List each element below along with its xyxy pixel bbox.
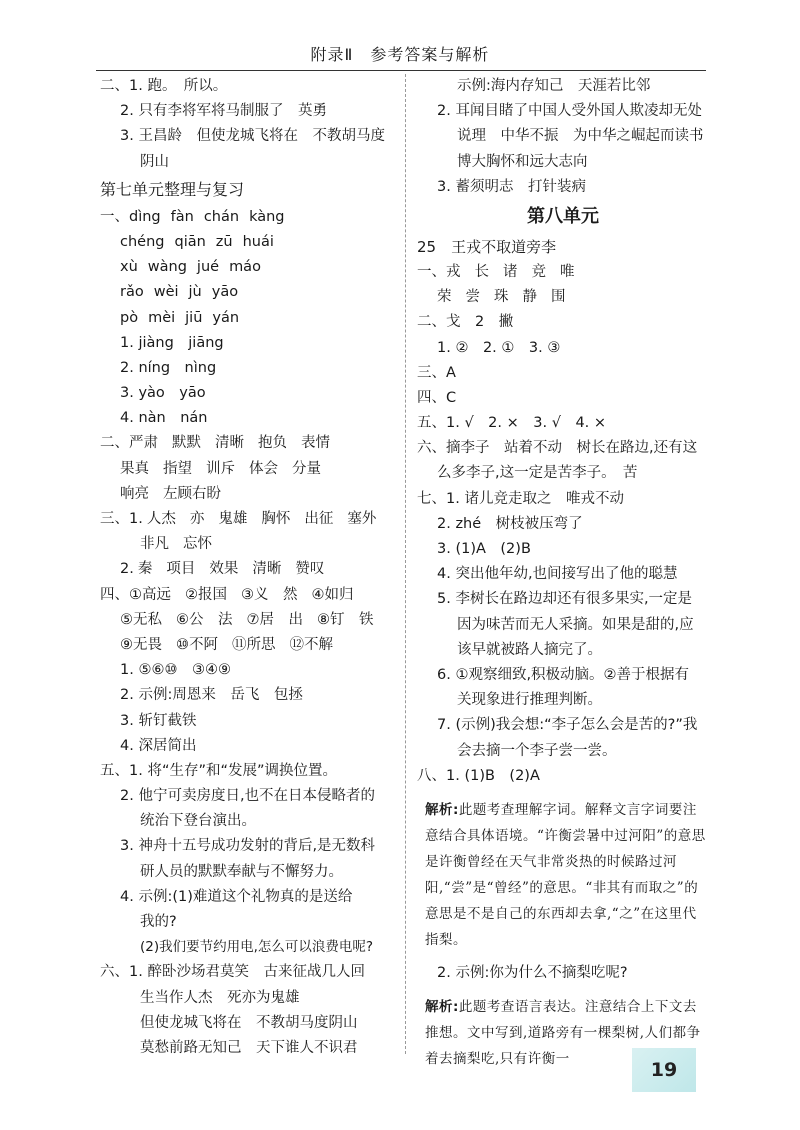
pinyin-row [100,205,400,230]
word: 果真 [120,460,149,477]
answer-line: 2. 示例:你为什么不摘梨吃呢? [437,964,628,981]
word: 效果 [209,561,239,578]
answer-line: 3. (1)A (2)B [437,541,531,557]
left-column [100,74,400,1061]
idiom: ⑥公 法 [176,611,233,628]
word-row [100,557,400,582]
answer-line: 七、1. 诸儿竞走取之 唯戎不动 [417,490,624,507]
pinyin: huái [242,233,274,250]
pinyin: yāo [211,284,239,301]
idiom: ⑤无私 [120,611,162,628]
analysis-label: 解析: [425,801,459,818]
pinyin: chán [203,208,240,225]
idiom: ①高远 [129,586,171,603]
idiom: ④如归 [311,586,354,603]
idiom: ⑧钉 铁 [317,611,374,628]
pinyin: rǎo [120,284,144,301]
answer-line: 六、1. 醉卧沙场君莫笑 古来征战几人回 [100,964,365,981]
char: 长 [474,263,489,280]
word: 忘怀 [183,536,212,553]
answer-line: 4. 深居简出 [120,737,197,754]
pinyin: qiān [174,233,206,250]
word: 清晰 [215,435,244,452]
unit-title: 第八单元 [527,205,599,227]
idiom: ③义 然 [241,586,298,603]
pinyin: chéng [120,233,165,250]
word: 指望 [163,460,192,477]
answer-line: 我的? [140,914,177,930]
answer-line: 2. zhé 树枝被压弯了 [437,515,583,532]
word: 抱负 [258,435,287,452]
section-prefix: 二、 [100,435,129,452]
word: 非凡 [140,536,169,553]
section-prefix: 一、 [417,263,446,280]
answer-line: 2. 只有李将军将马制服了 英勇 [120,103,327,120]
answer-line: 3. 斩钉截铁 [120,712,197,729]
pinyin: zū [215,233,233,250]
idiom: ⑦居 出 [246,611,303,628]
word: 分量 [292,460,321,477]
pinyin: yán [212,309,240,326]
idiom: ⑨无畏 [120,636,162,653]
section-prefix: 四、 [100,586,129,603]
word-row [100,431,400,456]
answer-line: 5. 李树长在路边却还有很多果实,一定是 [437,591,693,608]
word: 响亮 [120,485,149,502]
pinyin-row [100,306,400,331]
answer-line: 2. 示例:周恩来 岳飞 包拯 [120,687,303,704]
answer-line: (2)我们要节约用电,怎么可以浪费电呢? [140,939,374,956]
pinyin: kàng [249,208,285,225]
answer-line: 4. 示例:(1)难道这个礼物真的是送给 [120,888,353,905]
answer-line: 但使龙城飞将在 不教胡马度阴山 [140,1014,358,1031]
word-row [100,457,400,482]
answer-line: 示例:海内存知己 天涯若比邻 [457,78,651,94]
answer-line: 3. 王昌龄 但使龙城飞将在 不教胡马度 [120,128,385,145]
column-divider [405,74,407,1054]
char: 戎 [446,263,461,280]
word: 赞叹 [295,561,325,578]
char: 围 [551,289,566,306]
word-row [100,532,400,557]
answer-line: 3. 神舟十五号成功发射的背后,是无数科 [120,838,376,855]
word: 胸怀 [261,511,291,527]
answer-line: 四、C [417,389,457,406]
idiom: ⑩不阿 [176,636,218,653]
review-section-title: 第七单元整理与复习 [100,179,245,199]
word: 人杰 [146,511,176,527]
answer-line: 2. 他宁可卖房度日,也不在日本侵略者的 [120,788,376,805]
answer-line: 研人员的默默奉献与不懈努力。 [140,863,343,880]
answer-line: 博大胸怀和远大志向 [457,153,588,170]
char: 静 [522,289,537,306]
word: 鬼雄 [218,511,248,527]
answer-line: 1. ⑤⑥⑩ ③④⑨ [120,662,231,679]
analysis-block [417,797,709,953]
answer-line: 4. 突出他年幼,也间接写出了他的聪慧 [437,566,678,583]
answer-line: 三、A [417,364,456,381]
answer-line: 会去摘一个李子尝一尝。 [457,742,617,759]
header-rule [96,70,706,71]
word: 塞外 [347,511,377,527]
section-prefix: 一、 [100,208,129,225]
word: 严肃 [129,435,158,452]
section-prefix: 三、1. [100,511,143,527]
char: 荣 [437,289,452,306]
char-row [417,260,709,285]
answer-line: 2. 耳闻目睹了中国人受外国人欺凌却无处 [437,103,702,120]
pinyin: jù [188,284,202,301]
analysis-text: 此题考查语言表达。注意结合上下文去推想。文中写到,道路旁有一棵梨树,人们都争着去摘梨吃,只有许衡一 [425,999,701,1068]
pinyin-row [100,230,400,255]
word-row [100,482,400,507]
char: 唯 [560,263,575,280]
answer-line: 关现象进行推理判断。 [457,692,602,709]
answer-line: 1. ② 2. ① 3. ③ [437,339,561,356]
char-row [417,285,709,310]
word: 体会 [249,460,278,477]
pinyin: xù [120,259,138,276]
pinyin: jiū [185,309,203,326]
answer-line: 莫愁前路无知己 天下谁人不识君 [140,1039,358,1056]
answer-line: 八、1. (1)B (2)A [417,767,540,784]
idiom-row [100,608,400,633]
word-row [100,507,400,532]
answer-line: 么多李子,这一定是苦李子。 苦 [437,465,638,482]
answer-line: 1. jiàng jiāng [120,334,224,351]
pinyin: wàng [147,259,187,276]
page-header: 附录Ⅱ 参考答案与解析 [310,45,490,64]
word: 项目 [166,561,196,578]
analysis-label: 解析: [425,999,459,1016]
analysis-text: 此题考查理解字词。解释文言字词要注意结合具体语境。“许衡尝暑中过河阳”的意思是许衡曾经在天气非常炎热的时候路过河阳,“尝”是“曾经”的意思。“非其有而取之”的意思是不是自己的东西却去拿,“之”在这里代指梨。 [425,801,706,948]
char: 珠 [494,289,509,306]
section-prefix: 2. [120,561,134,578]
idiom: ⑪所思 [232,636,276,653]
idiom: ②报国 [185,586,227,603]
answer-line: 二、戈 2 撇 [417,314,514,331]
pinyin: mèi [148,309,176,326]
char: 尝 [465,289,480,306]
pinyin: máo [229,259,261,276]
word: 表情 [301,435,330,452]
answer-line: 说理 中华不振 为中华之崛起而读书 [457,128,704,145]
pinyin-row [100,255,400,280]
word: 左顾右盼 [163,485,221,502]
word: 出征 [304,511,334,527]
answer-line: 五、1. √ 2. × 3. √ 4. × [417,415,607,432]
pinyin: fàn [170,208,194,225]
pinyin-row [100,280,400,305]
answer-line: 3. 蓄须明志 打针装病 [437,178,586,195]
idiom-row [100,583,400,608]
idiom-row [100,633,400,658]
pinyin: dìng [129,208,161,225]
answer-line: 生当作人杰 死亦为鬼雄 [140,989,300,1006]
answer-line: 4. nàn nán [120,410,208,427]
answer-line: 二、1. 跑。 所以。 [100,78,228,94]
answer-line: 7. (示例)我会想:“李子怎么会是苦的?”我 [437,717,698,734]
answer-line: 3. yào yāo [120,385,206,402]
word: 训斥 [206,460,235,477]
right-column [417,74,709,1072]
pinyin: pò [120,309,139,326]
word: 默默 [172,435,201,452]
answer-line: 该早就被路人摘完了。 [457,641,602,658]
word: 亦 [189,511,205,527]
answer-line: 因为味苦而无人采摘。如果是甜的,应 [457,616,694,633]
answer-line: 统治下登台演出。 [140,813,256,830]
char: 竞 [531,263,546,280]
word: 清晰 [252,561,282,578]
pinyin: jué [196,259,220,276]
pinyin: wèi [153,284,179,301]
answer-line: 2. níng nìng [120,359,217,376]
page-number: 19 [632,1048,696,1092]
lesson-title: 25 王戎不取道旁李 [417,237,557,256]
char: 诸 [503,263,518,280]
answer-line: 六、摘李子 站着不动 树长在路边,还有这 [417,440,698,457]
answer-line: 阴山 [140,153,169,170]
idiom: ⑫不解 [289,636,333,653]
answer-line: 五、1. 将“生存”和“发展”调换位置。 [100,762,337,779]
word: 秦 [137,561,153,578]
answer-line: 6. ①观察细致,积极动脑。②善于根据有 [437,666,690,683]
